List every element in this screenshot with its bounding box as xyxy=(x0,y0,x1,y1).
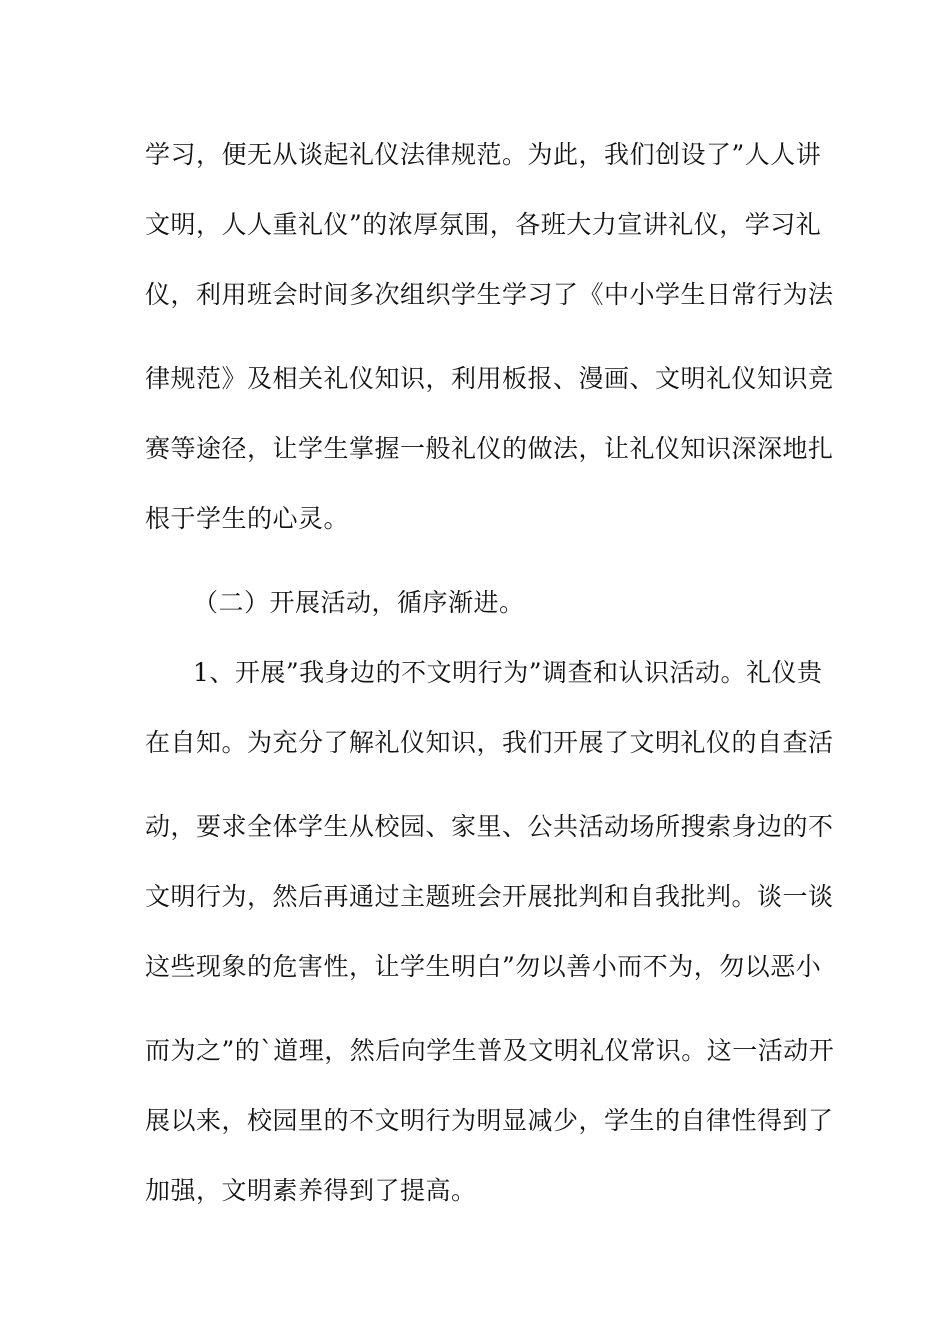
text-line: 这些现象的危害性，让学生明白”勿以善小而不为，勿以恶小 xyxy=(145,952,822,981)
text-line: 赛等途径，让学生掌握一般礼仪的做法，让礼仪知识深深地扎 xyxy=(145,434,834,463)
text-line: 文明行为，然后再通过主题班会开展批判和自我批判。谈一谈 xyxy=(145,882,834,911)
text-line: 在自知。为充分了解礼仪知识，我们开展了文明礼仪的自查活 xyxy=(145,728,834,757)
section-heading: （二）开展活动，循序渐进。 xyxy=(193,588,525,617)
text-line: 展以来，校园里的不文明行为明显减少，学生的自律性得到了 xyxy=(145,1106,834,1135)
text-line: 1、开展”我身边的不文明行为”调查和认识活动。礼仪贵 xyxy=(193,658,823,687)
text-line: 仪，利用班会时间多次组织学生学习了《中小学生日常行为法 xyxy=(145,280,834,309)
text-line: 学习，便无从谈起礼仪法律规范。为此，我们创设了”人人讲 xyxy=(145,140,822,169)
text-line: 加强，文明素养得到了提高。 xyxy=(145,1176,477,1205)
text-line: 根于学生的心灵。 xyxy=(145,504,350,533)
text-line: 而为之”的`道理，然后向学生普及文明礼仪常识。这一活动开 xyxy=(145,1036,835,1065)
text-line: 律规范》及相关礼仪知识，利用板报、漫画、文明礼仪知识竞 xyxy=(145,364,834,393)
text-line: 文明，人人重礼仪”的浓厚氛围，各班大力宣讲礼仪，学习礼 xyxy=(145,210,822,239)
text-line: 动，要求全体学生从校园、家里、公共活动场所搜索身边的不 xyxy=(145,812,834,841)
